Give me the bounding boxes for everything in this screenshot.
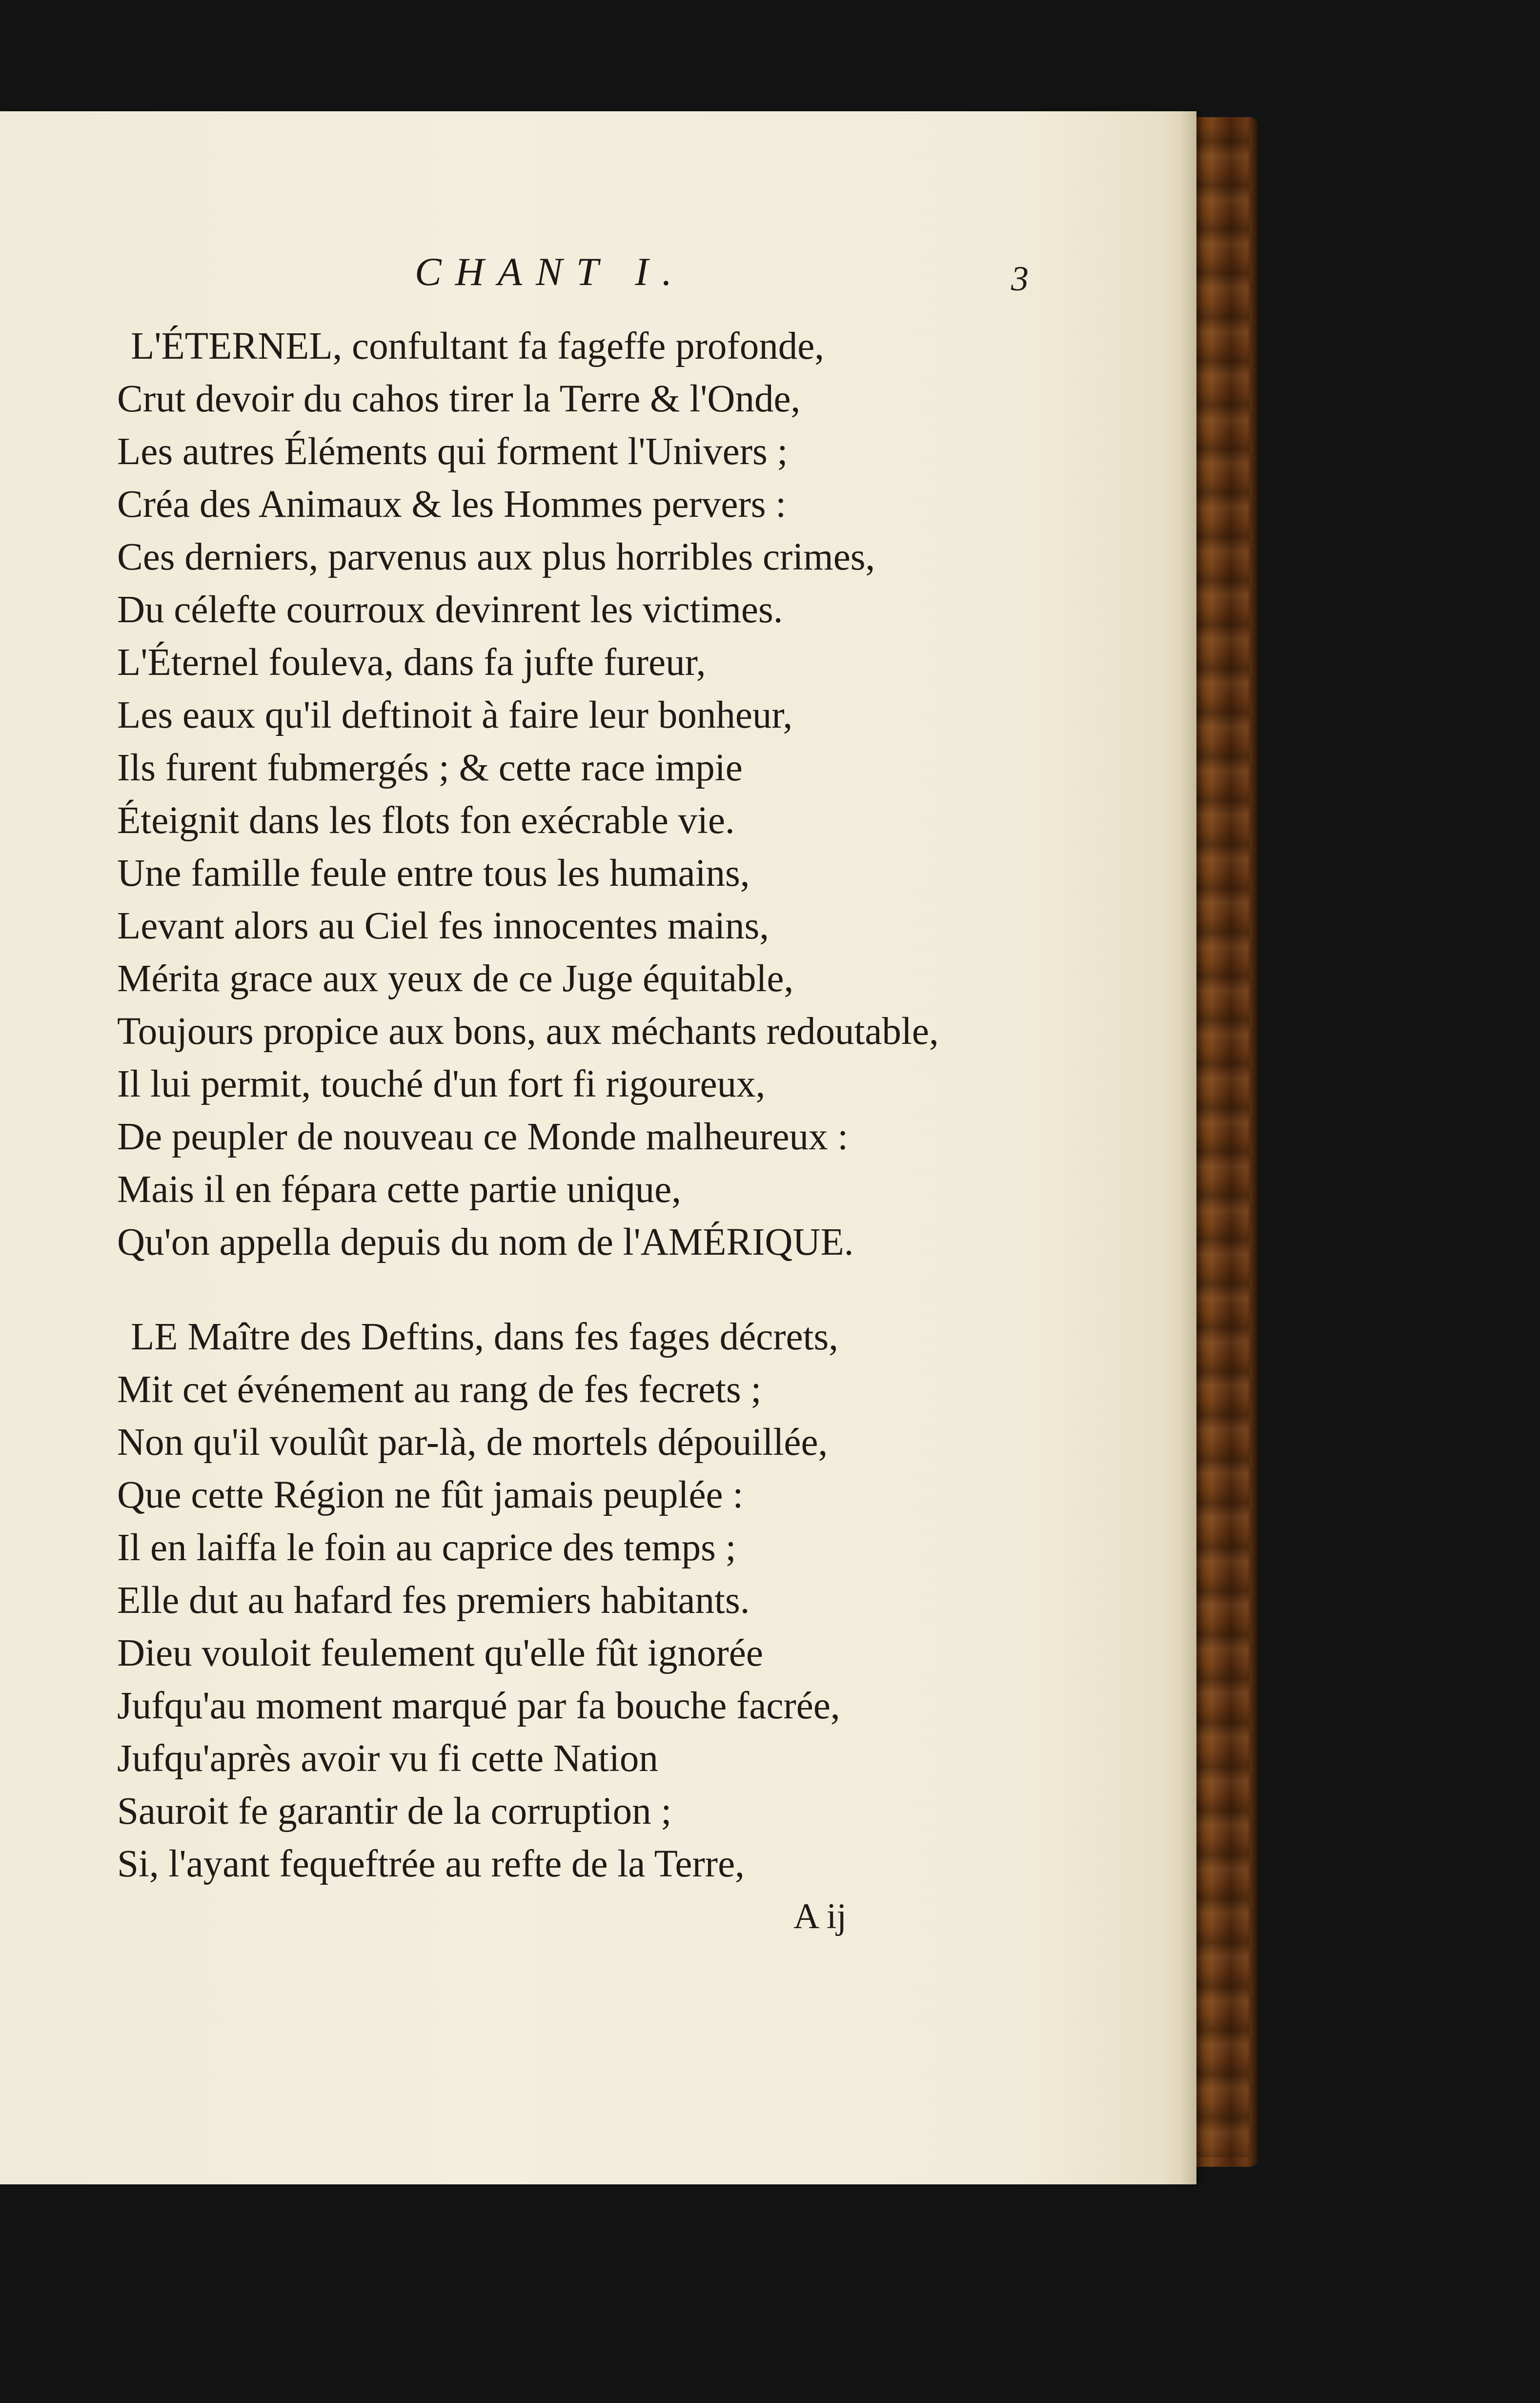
verse-line: Ils furent fubmergés ; & cette race impie	[117, 747, 743, 789]
verse-line: De peupler de nouveau ce Monde malheureux :	[117, 1116, 849, 1158]
page-edge-shadow	[1181, 111, 1196, 2184]
verse-line: Elle dut au hafard fes premiers habitants.	[117, 1579, 750, 1622]
verse-line: Une famille feule entre tous les humains,	[117, 852, 750, 895]
verse-line: Mais il en fépara cette partie unique,	[117, 1168, 681, 1211]
verse-line: Il en laiffa le foin au caprice des temps ;	[117, 1527, 736, 1569]
verse-line: Toujours propice aux bons, aux méchants redoutable,	[117, 1010, 939, 1053]
verse-line: Les eaux qu'il deftinoit à faire leur bonheur,	[117, 694, 793, 736]
page-number: 3	[1011, 259, 1029, 298]
verse-line: Créa des Animaux & les Hommes pervers :	[117, 483, 787, 526]
verse-line: Dieu vouloit feulement qu'elle fût ignorée	[117, 1632, 763, 1674]
verse-line: Il lui permit, touché d'un fort fi rigoureux,	[117, 1063, 766, 1105]
signature-mark: A ij	[793, 1896, 847, 1936]
verse-line: Crut devoir du cahos tirer la Terre & l'Onde,	[117, 378, 801, 420]
verse-line: Ces derniers, parvenus aux plus horribles crimes,	[117, 536, 875, 578]
verse-line: Les autres Éléments qui forment l'Univers ;	[117, 430, 788, 473]
verse-line: L'ÉTERNEL, confultant fa fageffe profonde,	[131, 325, 825, 367]
verse-line: Éteignit dans les flots fon exécrable vie.	[117, 799, 735, 842]
verse-line: Non qu'il voulût par-là, de mortels dépouillée,	[117, 1421, 828, 1464]
verse-line: Qu'on appella depuis du nom de l'AMÉRIQUE.	[117, 1221, 854, 1263]
running-head: CHANT I.	[415, 249, 686, 294]
verse-line: Levant alors au Ciel fes innocentes mains,	[117, 905, 770, 947]
verse-line: Sauroit fe garantir de la corruption ;	[117, 1790, 672, 1833]
verse-line: Jufqu'au moment marqué par fa bouche facrée,	[117, 1685, 840, 1727]
binding-texture	[1191, 127, 1249, 2157]
verse-line: Mit cet événement au rang de fes fecrets ;	[117, 1368, 762, 1411]
verse-line: L'Éternel fouleva, dans fa jufte fureur,	[117, 641, 706, 684]
verse-line: Mérita grace aux yeux de ce Juge équitable,	[117, 957, 794, 1000]
verse-line: Jufqu'après avoir vu fi cette Nation	[117, 1737, 658, 1780]
verse-line: Si, l'ayant fequeftrée au refte de la Terre,	[117, 1843, 745, 1885]
verse-line: Du célefte courroux devinrent les victimes.	[117, 589, 783, 631]
verse-line: LE Maître des Deftins, dans fes fages décrets,	[131, 1316, 839, 1358]
verse-line: Que cette Région ne fût jamais peuplée :	[117, 1474, 744, 1516]
